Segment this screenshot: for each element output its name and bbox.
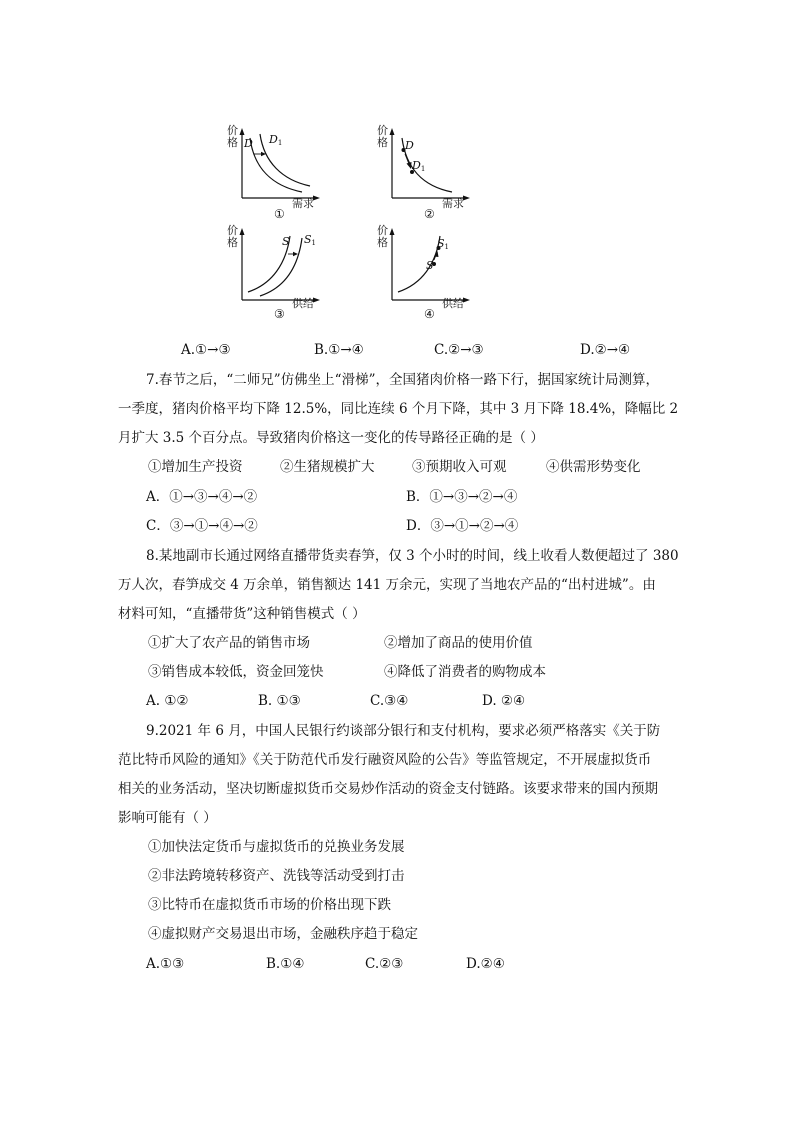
q7-option-b[interactable]: B．①→③→②→④ bbox=[406, 489, 518, 505]
q9-item-4: ④虚拟财产交易退出市场，金融秩序趋于稳定 bbox=[148, 926, 418, 942]
graph-1-curve-label-1: D bbox=[244, 137, 253, 150]
graph-4-ylabel: 价格 bbox=[377, 224, 388, 249]
graph-3-curve-label-2: S1 bbox=[304, 233, 317, 247]
graph-2-curve-label-1: D bbox=[405, 139, 414, 152]
q7-item-3: ③预期收入可观 bbox=[412, 459, 507, 475]
q9-option-d[interactable]: D.②④ bbox=[466, 956, 505, 972]
graph-4-number: ④ bbox=[424, 307, 435, 321]
q9-option-a[interactable]: A.①③ bbox=[146, 956, 185, 972]
q6-option-d[interactable]: D.②→④ bbox=[580, 342, 631, 358]
graph-2-ylabel: 价格 bbox=[377, 124, 388, 149]
q6-option-c[interactable]: C.②→③ bbox=[434, 342, 484, 358]
q7-option-a[interactable]: A．①→③→④→② bbox=[146, 489, 258, 505]
q6-option-a[interactable]: A.①→③ bbox=[181, 342, 231, 358]
graph-3-curve-label-1: S bbox=[282, 235, 290, 248]
graph-4-curve-label-1: S bbox=[426, 259, 434, 272]
q8-stem-line-1: 8.某地副市长通过网络直播带货卖春笋，仅 3 个小时的时间，线上收看人数便超过了 380 bbox=[146, 548, 679, 564]
graph-1-number: ① bbox=[274, 207, 285, 221]
graph-4-xlabel: 供给 bbox=[442, 297, 464, 310]
q8-item-3: ③销售成本较低，资金回笼快 bbox=[148, 664, 324, 680]
graph-4-curve-label-2: S1 bbox=[437, 237, 450, 251]
q8-option-c[interactable]: C.③④ bbox=[370, 693, 409, 709]
q8-stem-line-2: 万人次，春笋成交 4 万余单，销售额达 141 万余元，实现了当地农产品的“出村进城”。由 bbox=[118, 577, 656, 593]
graph-1-curve-label-2: D1 bbox=[269, 133, 283, 147]
q8-item-4: ④降低了消费者的购物成本 bbox=[384, 664, 546, 680]
q9-stem-line-2: 范比特币风险的通知》《关于防范代币发行融资风险的公告》等监管规定，不开展虚拟货币 bbox=[118, 752, 652, 768]
graph-1-xlabel: 需求 bbox=[292, 197, 314, 210]
q9-option-c[interactable]: C.②③ bbox=[365, 956, 404, 972]
graph-2-curve-label-2: D1 bbox=[412, 159, 426, 173]
q8-stem-line-3: 材料可知，“直播带货”这种销售模式（ ） bbox=[118, 606, 366, 622]
graph-1-ylabel: 价格 bbox=[227, 124, 238, 149]
q7-stem-line-1: 7.春节之后，“二师兄”仿佛坐上“滑梯”，全国猪肉价格一路下行，据国家统计局测算， bbox=[146, 372, 659, 388]
graph-3-ylabel: 价格 bbox=[227, 224, 238, 249]
q8-option-b[interactable]: B. ①③ bbox=[258, 693, 301, 709]
q9-stem-line-4: 影响可能有（ ） bbox=[118, 810, 217, 826]
q8-item-1: ①扩大了农产品的销售市场 bbox=[148, 635, 310, 651]
q9-stem-line-3: 相关的业务活动，坚决切断虚拟货币交易炒作活动的资金支付链路。该要求带来的国内预期 bbox=[118, 781, 658, 797]
graph-3-number: ③ bbox=[274, 307, 285, 321]
q8-option-a[interactable]: A. ①② bbox=[146, 693, 189, 709]
graph-2-number: ② bbox=[424, 207, 435, 221]
q9-option-b[interactable]: B.①④ bbox=[266, 956, 305, 972]
q7-option-d[interactable]: D．③→①→②→④ bbox=[406, 518, 519, 534]
q7-item-2: ②生猪规模扩大 bbox=[280, 459, 375, 475]
q7-stem-line-2: 一季度，猪肉价格平均下降 12.5%，同比连续 6 个月下降，其中 3 月下降 18.4%，降幅比 2 bbox=[118, 401, 679, 417]
q7-item-1: ①增加生产投资 bbox=[148, 459, 243, 475]
q8-item-2: ②增加了商品的使用价值 bbox=[384, 635, 533, 651]
graph-2-xlabel: 需求 bbox=[442, 197, 464, 210]
q7-item-4: ④供需形势变化 bbox=[546, 459, 641, 475]
q9-item-3: ③比特币在虚拟货币市场的价格出现下跌 bbox=[148, 897, 391, 913]
q8-option-d[interactable]: D. ②④ bbox=[482, 693, 526, 709]
q7-stem-line-3: 月扩大 3.5 个百分点。导致猪肉价格这一变化的传导路径正确的是（ ） bbox=[118, 430, 544, 446]
q9-item-1: ①加快法定货币与虚拟货币的兑换业务发展 bbox=[148, 839, 405, 855]
q6-option-b[interactable]: B.①→④ bbox=[314, 342, 364, 358]
q7-option-c[interactable]: C．③→①→④→② bbox=[146, 518, 258, 534]
q9-item-2: ②非法跨境转移资产、洗钱等活动受到打击 bbox=[148, 868, 405, 884]
q9-stem-line-1: 9.2021 年 6 月，中国人民银行约谈部分银行和支付机构，要求必须严格落实《关于防 bbox=[146, 723, 661, 739]
graph-3-xlabel: 供给 bbox=[292, 297, 314, 310]
